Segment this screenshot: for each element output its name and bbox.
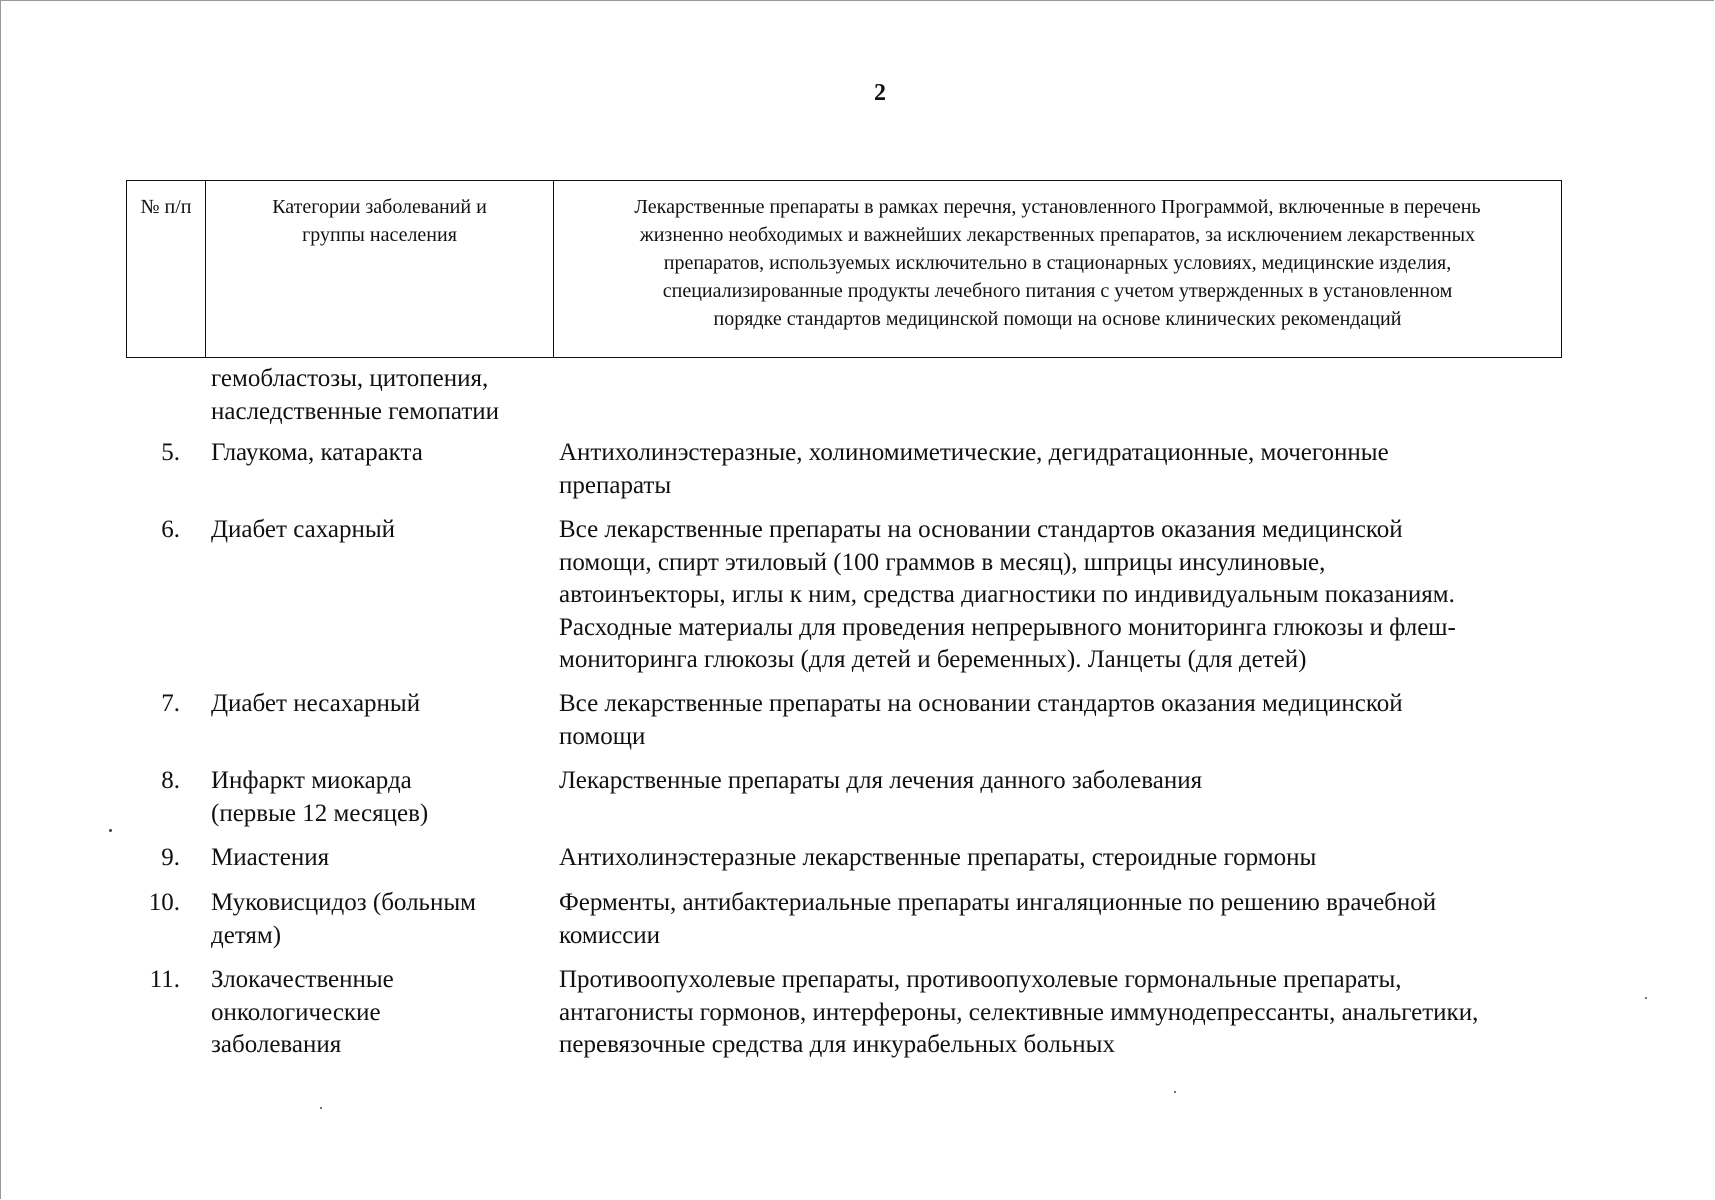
header-col-category-line: Категории заболеваний и (272, 196, 487, 218)
row-number: 7. (161, 690, 180, 717)
row-category-line: гемобластозы, цитопения, (211, 365, 489, 392)
scan-speck (1645, 997, 1647, 999)
row-category-line: онкологические (211, 998, 381, 1026)
header-col-drugs-line: специализированные продукты лечебного питания с учетом утвержденных в установленном (662, 280, 1453, 302)
row-category (211, 887, 556, 952)
row-category-line: Муковисцидоз (больным (211, 889, 476, 916)
row-number: 10. (148, 889, 180, 916)
scan-speck (1174, 1091, 1176, 1093)
row-drugs-line: помощи, спирт этиловый (100 граммов в месяц), шприцы инсулиновые, (559, 548, 1326, 576)
row-category-line: (первые 12 месяцев) (211, 799, 429, 827)
row-category (211, 514, 556, 547)
row-drugs-line: Антихолинэстеразные лекарственные препараты, стероидные гормоны (559, 844, 1317, 871)
row-number: 11. (149, 966, 180, 993)
header-col-drugs-line: порядке стандартов медицинской помощи на основе клинических рекомендаций (713, 308, 1402, 330)
header-col-drugs-line: препаратов, используемых исключительно в стационарных условиях, медицинские изделия, (663, 252, 1452, 274)
row-drugs-line: Ферменты, антибактериальные препараты ингаляционные по решению врачебной (559, 889, 1437, 916)
header-col-category-line: группы населения (302, 224, 457, 246)
row-number: 9. (161, 844, 180, 871)
row-category (211, 964, 556, 1062)
row-category-line: Диабет несахарный (211, 690, 421, 717)
row-number: 6. (161, 516, 180, 543)
row-number: 5. (161, 439, 180, 466)
header-col-drugs-line: Лекарственные препараты в рамках перечня, установленного Программой, включенные в перечень (634, 196, 1481, 218)
row-category-line: детям) (211, 921, 282, 949)
row-drugs (559, 765, 1619, 798)
row-drugs (559, 437, 1619, 502)
row-category (211, 765, 556, 830)
row-drugs-line: перевязочные средства для инкурабельных больных (559, 1031, 1115, 1058)
row-category (211, 688, 556, 721)
row-drugs-line: помощи (559, 722, 646, 750)
row-drugs-line: мониторинга глюкозы (для детей и беременных). Ланцеты (для детей) (559, 646, 1307, 673)
page-number: 2 (874, 80, 886, 106)
row-drugs-line: антагонисты гормонов, интерфероны, селективные иммунодепрессанты, анальгетики, (559, 998, 1479, 1026)
row-drugs-line: автоинъекторы, иглы к ним, средства диагностики по индивидуальным показаниям. (559, 581, 1455, 608)
row-drugs-line: Антихолинэстеразные, холиномиметические, дегидратационные, мочегонные (559, 439, 1389, 466)
row-number: 8. (161, 767, 180, 794)
row-drugs (559, 514, 1619, 677)
row-drugs-line: препараты (559, 471, 672, 499)
row-category-line: Инфаркт миокарда (211, 767, 412, 794)
row-category-line: Диабет сахарный (211, 516, 396, 543)
row-drugs-line: Противоопухолевые препараты, противоопухолевые гормональные препараты, (559, 966, 1402, 993)
row-drugs (559, 842, 1619, 875)
row-category (211, 842, 556, 875)
row-drugs-line: комиссии (559, 921, 661, 949)
row-drugs (559, 964, 1619, 1062)
row-category-line: наследственные гемопатии (211, 397, 500, 425)
row-drugs (559, 887, 1619, 952)
row-category-line: Глаукома, катаракта (211, 439, 423, 466)
row-category-line: Злокачественные (211, 966, 394, 993)
header-col-number: № п/п (127, 181, 206, 357)
row-category-line: Миастения (211, 844, 330, 871)
row-drugs-line: Расходные материалы для проведения непрерывного мониторинга глюкозы и флеш- (559, 613, 1456, 641)
scan-speck (320, 1107, 322, 1109)
row-category (211, 437, 556, 470)
row-drugs-line: Лекарственные препараты для лечения данного заболевания (559, 767, 1203, 794)
scan-speck (109, 829, 112, 832)
row-drugs-line: Все лекарственные препараты на основании стандартов оказания медицинской (559, 516, 1403, 543)
row-drugs-line: Все лекарственные препараты на основании стандартов оказания медицинской (559, 690, 1403, 717)
row-drugs (559, 688, 1619, 753)
header-col-drugs-line: жизненно необходимых и важнейших лекарственных препаратов, за исключением лекарственных (639, 224, 1476, 246)
row-category (211, 363, 556, 428)
row-category-line: заболевания (211, 1031, 342, 1058)
